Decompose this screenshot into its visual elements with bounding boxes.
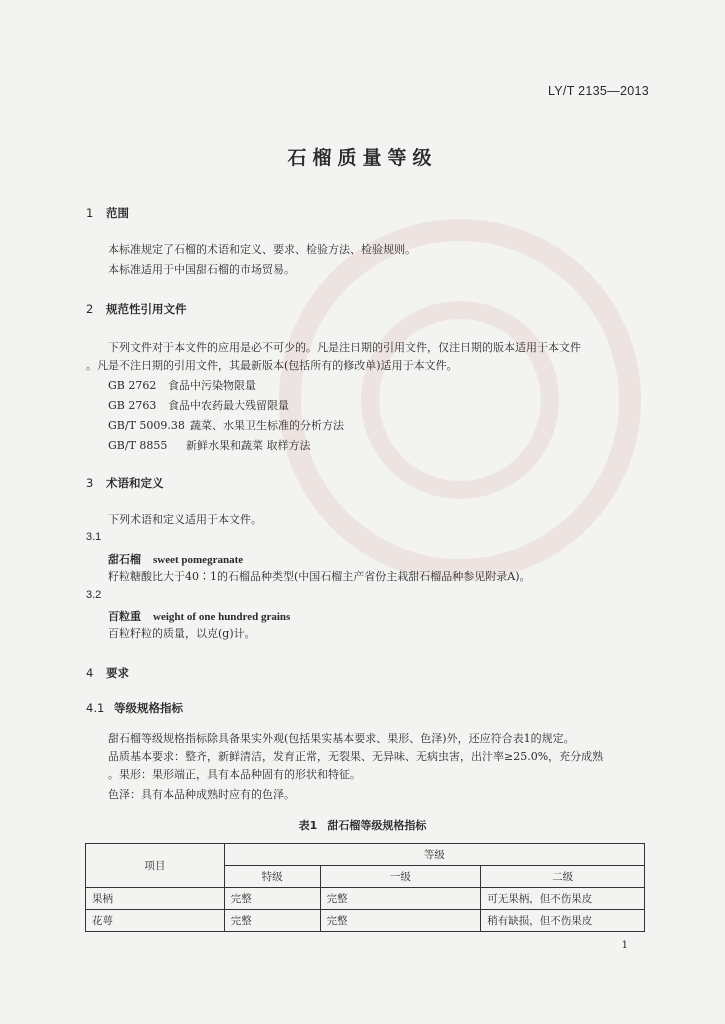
terms-intro: 下列术语和定义适用于本文件。 [108,513,262,526]
term-heading [108,608,290,624]
reference-code: GB 2762 [108,379,157,392]
table-row [86,910,645,932]
reference-code: GB/T 8855 [108,439,168,452]
section-2-heading [86,301,187,317]
section-title: 要求 [106,666,129,680]
table-header-grade: 等级 [224,844,644,866]
table-header-level: 一级 [320,866,481,888]
reference-item [108,377,256,393]
reference-item [108,417,344,433]
term-heading [108,551,243,567]
standard-number: LY/T 2135—2013 [547,84,649,98]
reference-item [108,397,289,413]
term-number: 3.1 [86,531,102,543]
section-1-heading [86,205,129,221]
references-intro-line-2: 。凡是不注日期的引用文件，其最新版本(包括所有的修改单)适用于本文件。 [86,359,458,372]
references-intro-line-1: 下列文件对于本文件的应用是必不可少的。凡是注日期的引用文件，仅注日期的版本适用于本文件 [108,341,581,354]
watermark-stamp [270,120,650,680]
page-title: 石榴质量等级 [287,147,438,169]
section-number: 3 [86,476,94,490]
table-cell: 稍有缺损，但不伤果皮 [481,910,645,932]
term-definition: 百粒籽粒的质量，以克(g)计。 [108,627,256,640]
subsection-4-1-heading [86,700,183,716]
term-definition: 籽粒糖酸比大于40∶1的石榴品种类型(中国石榴主产省份主栽甜石榴品种参见附录A)。 [108,570,531,583]
section-number: 1 [86,206,94,220]
table-header-level: 特级 [224,866,320,888]
table-cell: 完整 [320,910,481,932]
requirements-paragraph-2b: 。果形：果形端正，具有本品种固有的形状和特征。 [108,768,361,781]
table-header-row [86,844,645,866]
table-cell-item: 果柄 [86,888,225,910]
table-header-item: 项目 [86,844,225,888]
requirements-paragraph-2a: 品质基本要求：整齐，新鲜清洁，发育正常，无裂果、无异味、无病虫害，出汁率≥25.0%，充分成熟 [108,750,604,763]
table-cell: 完整 [320,888,481,910]
reference-code: GB/T 5009.38 [108,419,185,432]
scope-paragraph-1: 本标准规定了石榴的术语和定义、要求、检验方法、检验规则。 [108,243,416,256]
table-caption-label: 表1 [298,819,318,832]
grade-spec-table [85,843,645,932]
reference-code: GB 2763 [108,399,157,412]
term-number: 3.2 [86,589,102,601]
term-en: weight of one hundred grains [153,611,291,623]
section-number: 4.1 [86,701,105,715]
table-caption-title: 甜石榴等级规格指标 [327,819,427,832]
table-cell: 完整 [224,910,320,932]
requirements-paragraph-3: 色泽：具有本品种成熟时应有的色泽。 [108,788,295,801]
requirements-paragraph-1: 甜石榴等级规格指标除具备果实外观(包括果实基本要求、果形、色泽)外，还应符合表1的规定。 [108,732,575,745]
table-caption [0,817,725,833]
scope-paragraph-2: 本标准适用于中国甜石榴的市场贸易。 [108,263,295,276]
section-title: 等级规格指标 [114,701,183,715]
reference-title: 食品中农药最大残留限量 [168,399,289,412]
reference-title: 食品中污染物限量 [168,379,256,392]
reference-title: 蔬菜、水果卫生标准的分析方法 [190,419,344,432]
table-header-level: 二级 [481,866,645,888]
term-zh: 甜石榴 [108,553,141,566]
page-number: 1 [621,940,628,951]
term-en: sweet pomegranate [153,554,244,566]
section-4-heading [86,665,129,681]
section-title: 范围 [106,206,129,220]
table-cell: 可无果柄，但不伤果皮 [481,888,645,910]
table-cell: 完整 [224,888,320,910]
section-number: 4 [86,666,94,680]
table-row [86,888,645,910]
section-title: 规范性引用文件 [106,302,187,316]
section-title: 术语和定义 [106,476,164,490]
reference-item [108,437,311,453]
term-zh: 百粒重 [108,610,141,623]
table-cell-item: 花萼 [86,910,225,932]
reference-title: 新鲜水果和蔬菜 取样方法 [186,439,311,452]
section-number: 2 [86,302,94,316]
section-3-heading [86,475,164,491]
